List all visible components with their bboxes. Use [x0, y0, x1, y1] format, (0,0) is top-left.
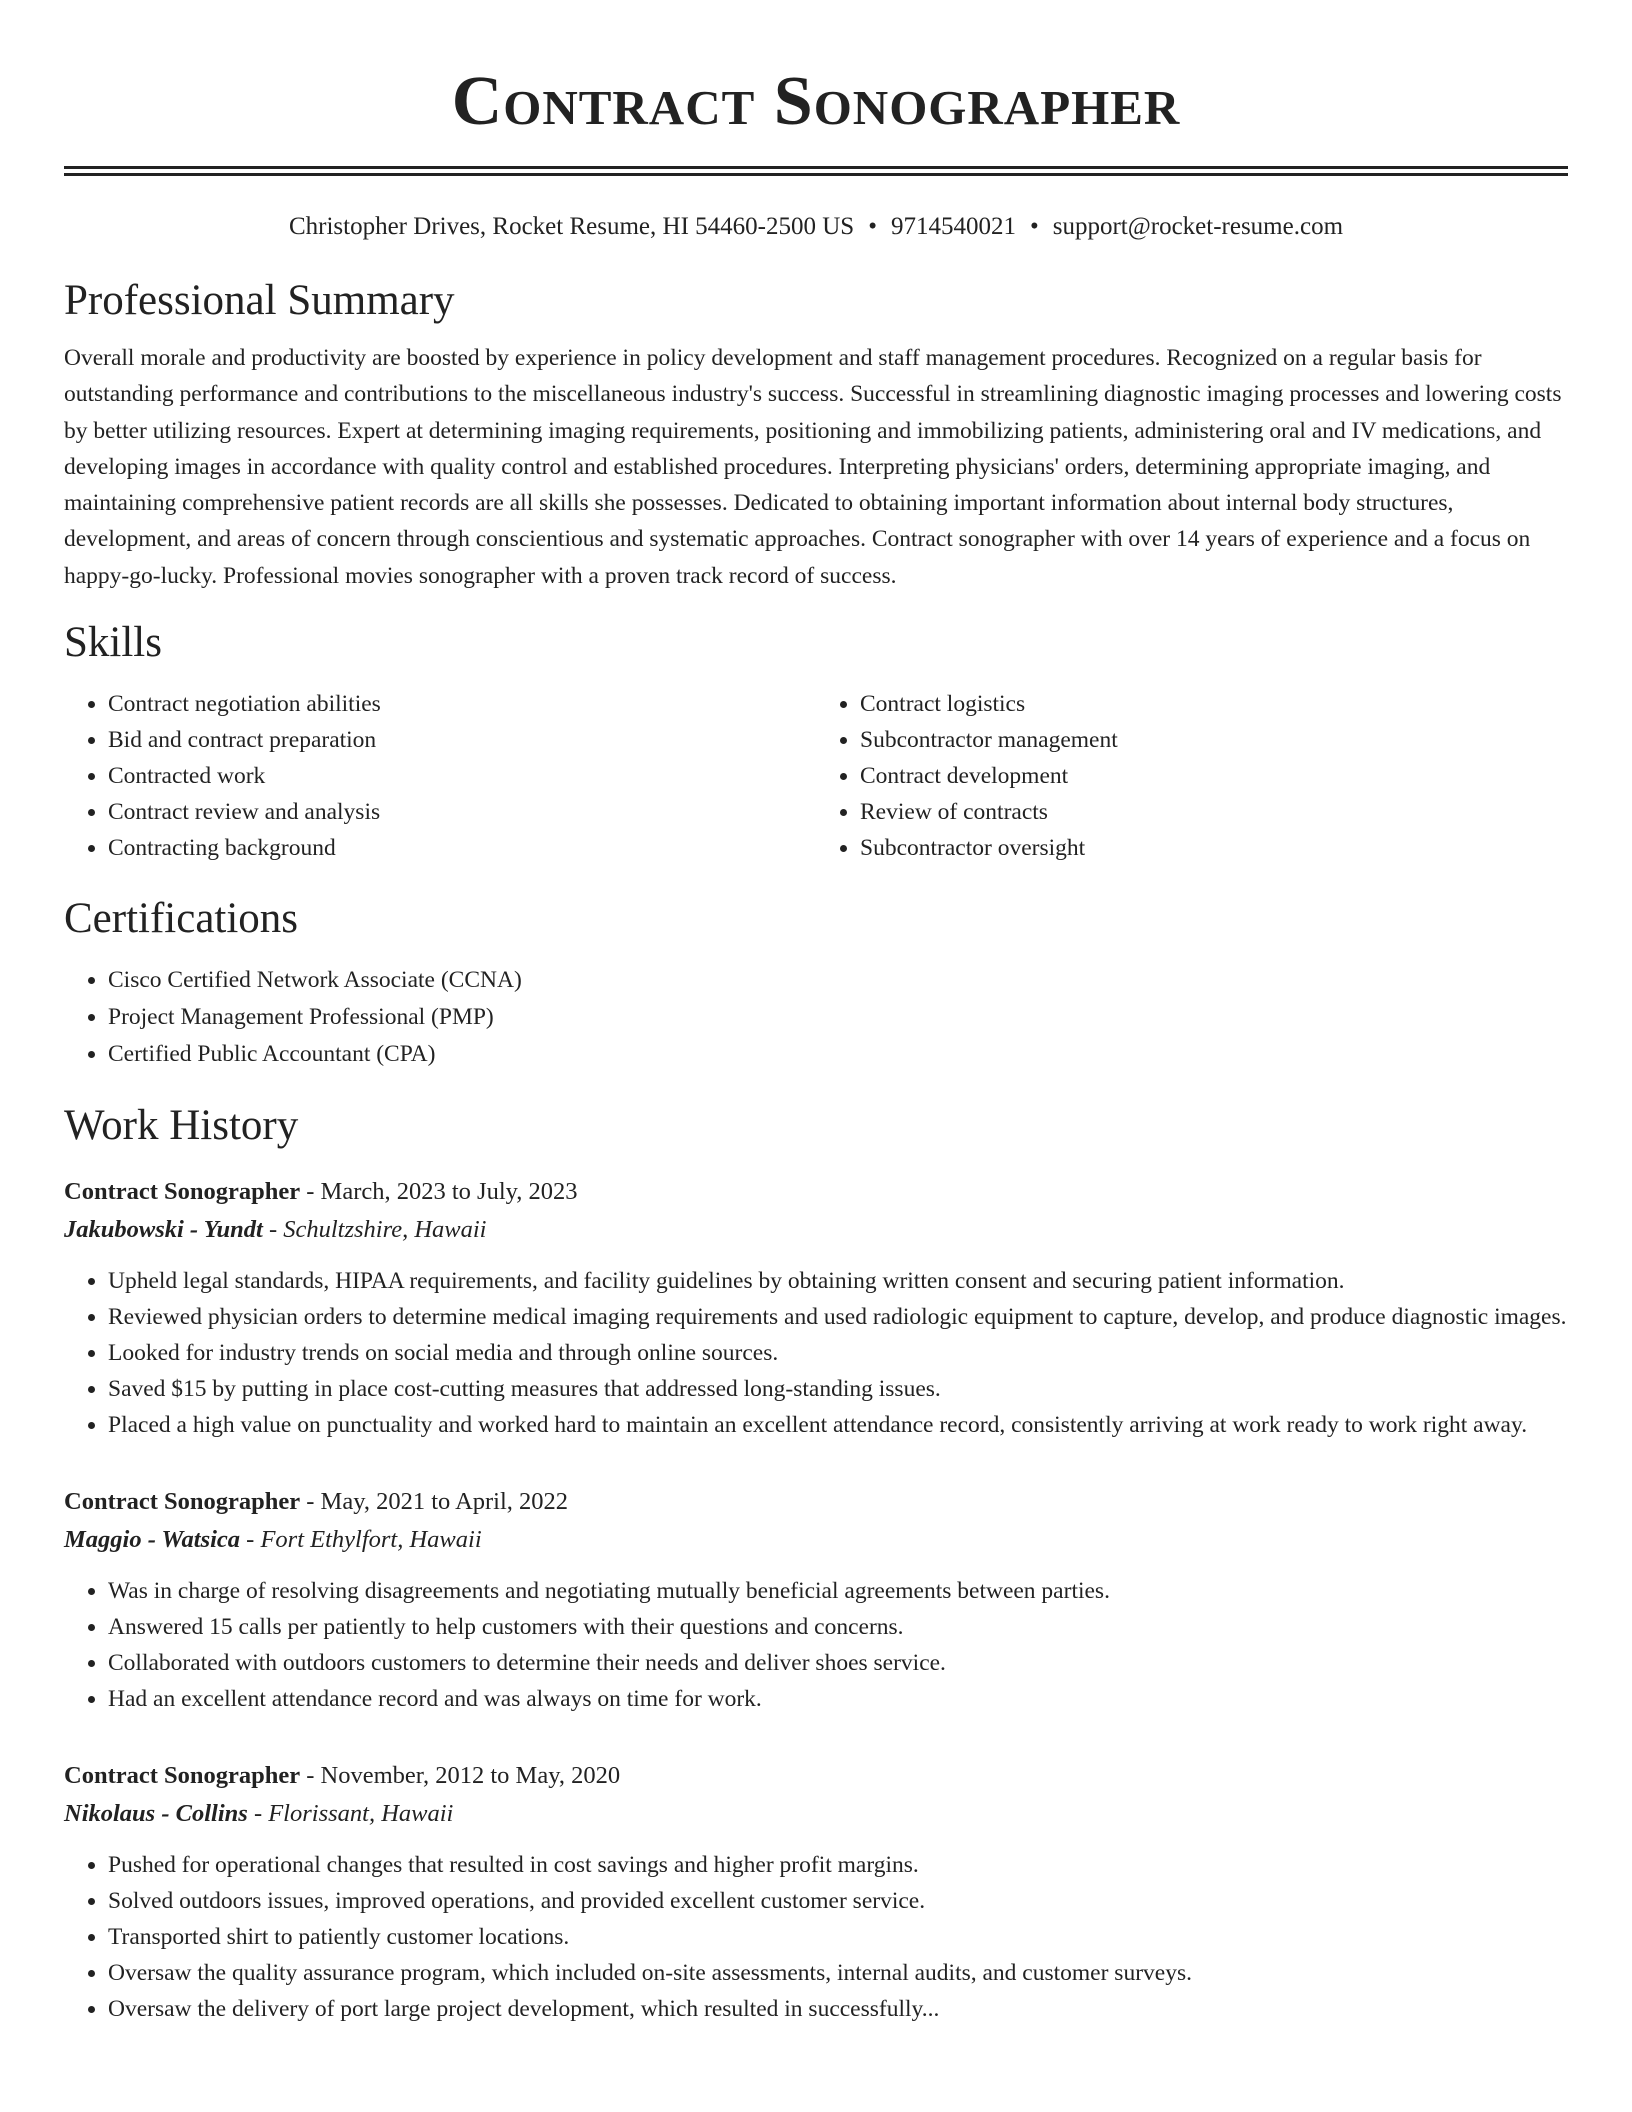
job-title-line — [64, 1483, 1568, 1521]
skills-list — [64, 686, 1568, 866]
certification-item: • Certified Public Accountant (CPA) — [108, 1036, 1568, 1073]
job-title: Contract Sonographer — [64, 1178, 301, 1206]
job-bullet: • Reviewed physician orders to determine medical imaging requirements and used radiologic equipment to capture, develop, and produce diagnostic images. — [108, 1299, 1568, 1335]
skill-item: • Contract negotiation abilities — [108, 686, 816, 722]
job-bullet: • Had an excellent attendance record and was always on time for work. — [108, 1681, 1568, 1717]
title-divider-top — [64, 166, 1568, 169]
certification-item: • Cisco Certified Network Associate (CCNA) — [108, 962, 1568, 999]
job-employer-line — [64, 1521, 1568, 1559]
job-employer: Maggio - Watsica — [64, 1526, 241, 1554]
job-employer-line — [64, 1211, 1568, 1249]
job-entry — [64, 1757, 1568, 2027]
job-bullet: • Transported shirt to patiently customer locations. — [108, 1919, 1568, 1955]
job-bullet: • Solved outdoors issues, improved operations, and provided excellent customer service. — [108, 1883, 1568, 1919]
job-bullet: • Pushed for operational changes that resulted in cost savings and higher profit margins. — [108, 1847, 1568, 1883]
contact-line — [64, 212, 1568, 242]
job-location: - Fort Ethylfort, Hawaii — [240, 1526, 482, 1554]
job-bullet: • Oversaw the delivery of port large project development, which resulted in successfully... — [108, 1991, 1568, 2027]
skills-column-left — [64, 686, 816, 866]
work-history-heading: Work History — [64, 1102, 299, 1150]
job-location: - Schultzshire, Hawaii — [262, 1216, 487, 1244]
job-dates: - November, 2012 to May, 2020 — [300, 1762, 621, 1790]
summary-text: Overall morale and productivity are boosted by experience in policy development and staff management procedures. Recognized on a regular basis for outstanding performance and contributions to the miscellaneous industry's success. Successful in streamlining diagnostic imaging processes and lowering costs by better utilizing resources. Expert at determining imaging requirements, positioning and immobilizing patients, administering oral and IV medications, and developing images in accordance with quality control and established procedures. Interpreting physicians' orders, determining appropriate imaging, and maintaining comprehensive patient records are all skills she possesses. Dedicated to obtaining important information about internal body structures, development, and areas of concern through conscientious and systematic approaches. Contract sonographer with over 14 years of experience and a focus on happy-go-lucky. Professional movies sonographer with a proven track record of success. — [64, 345, 1562, 589]
skills-heading: Skills — [64, 619, 162, 667]
certifications-heading: Certifications — [64, 895, 299, 943]
job-entry — [64, 1483, 1568, 1717]
job-bullet: • Answered 15 calls per patiently to help customers with their questions and concerns. — [108, 1609, 1568, 1645]
job-bullet: • Collaborated with outdoors customers to determine their needs and deliver shoes service. — [108, 1645, 1568, 1681]
skill-item: • Subcontractor oversight — [860, 830, 1568, 866]
job-bullet: • Was in charge of resolving disagreements and negotiating mutually beneficial agreements between parties. — [108, 1573, 1568, 1609]
title-divider-bottom — [64, 173, 1568, 176]
contact-address: Christopher Drives, Rocket Resume, HI 54460-2500 US — [288, 213, 855, 240]
resume-title: Contract Sonographer — [451, 63, 1181, 140]
summary-heading: Professional Summary — [64, 277, 455, 324]
job-title-line — [64, 1757, 1568, 1795]
skill-item: • Subcontractor management — [860, 722, 1568, 758]
contact-separator: • — [868, 213, 877, 240]
skill-item: • Contract logistics — [860, 686, 1568, 722]
job-dates: - March, 2023 to July, 2023 — [300, 1178, 578, 1206]
job-employer: Nikolaus - Collins — [64, 1800, 248, 1828]
job-bullet: • Looked for industry trends on social media and through online sources. — [108, 1335, 1568, 1371]
job-bullet: • Upheld legal standards, HIPAA requirements, and facility guidelines by obtaining written consent and securing patient information. — [108, 1263, 1568, 1299]
skill-item: • Review of contracts — [860, 794, 1568, 830]
contact-separator: • — [1029, 213, 1039, 240]
job-bullet: • Saved $15 by putting in place cost-cutting measures that addressed long-standing issues. — [108, 1371, 1568, 1407]
job-bullets — [64, 1573, 1568, 1717]
skills-column-right — [816, 686, 1568, 866]
contact-phone: 9714540021 — [890, 213, 1016, 240]
job-title: Contract Sonographer — [64, 1762, 301, 1790]
job-title-line — [64, 1173, 1568, 1211]
skill-item: • Contracting background — [108, 830, 816, 866]
skill-item: • Contracted work — [108, 758, 816, 794]
job-dates: - May, 2021 to April, 2022 — [300, 1488, 569, 1516]
skill-item: • Bid and contract preparation — [108, 722, 816, 758]
skill-item: • Contract development — [860, 758, 1568, 794]
job-bullets — [64, 1847, 1568, 2027]
contact-email: support@rocket-resume.com — [1052, 213, 1344, 240]
job-title: Contract Sonographer — [64, 1488, 301, 1516]
job-bullet: • Oversaw the quality assurance program, which included on-site assessments, internal audits, and customer surveys. — [108, 1955, 1568, 1991]
job-entry — [64, 1173, 1568, 1443]
skill-item: • Contract review and analysis — [108, 794, 816, 830]
job-bullets — [64, 1263, 1568, 1443]
job-employer: Jakubowski - Yundt — [64, 1216, 263, 1244]
resume-page — [64, 0, 1568, 2027]
certifications-list — [64, 962, 1568, 1073]
certification-item: • Project Management Professional (PMP) — [108, 999, 1568, 1036]
job-location: - Florissant, Hawaii — [247, 1800, 454, 1828]
job-bullet: • Placed a high value on punctuality and worked hard to maintain an excellent attendance record, consistently arriving at work ready to work right away. — [108, 1407, 1568, 1443]
job-employer-line — [64, 1795, 1568, 1833]
